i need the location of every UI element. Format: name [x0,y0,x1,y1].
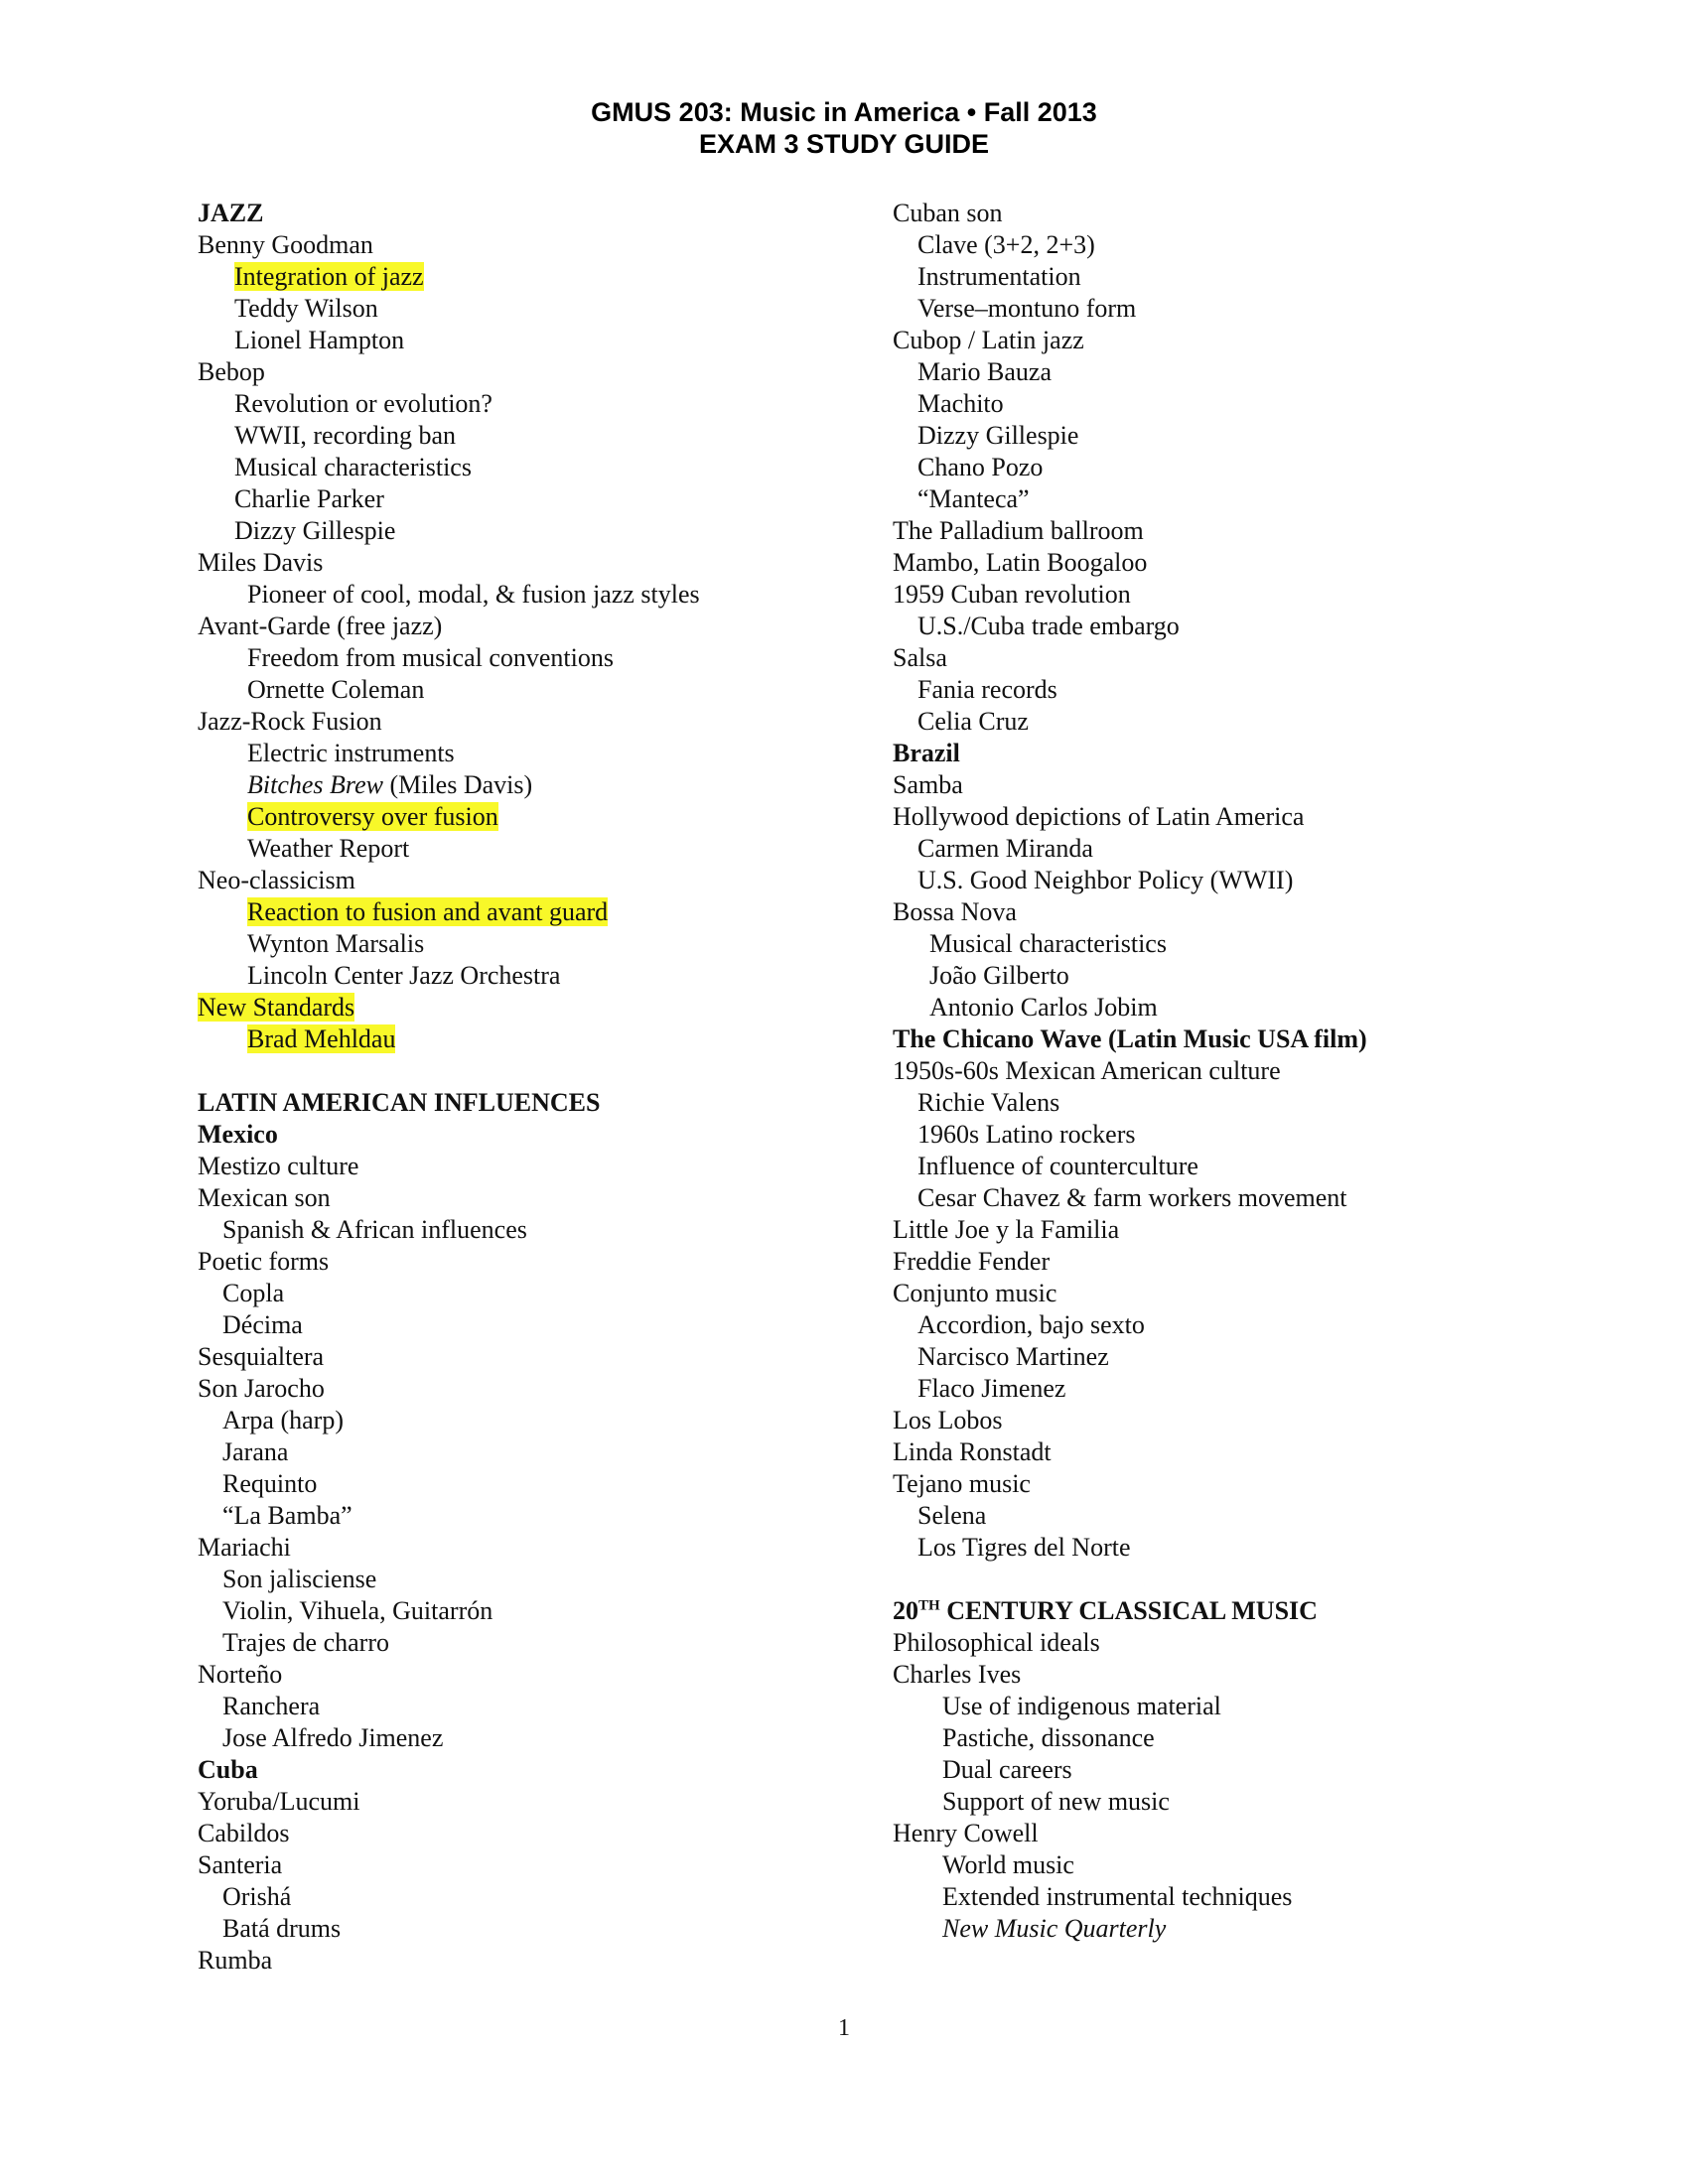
topic-item: Sesquialtera [198,1342,325,1371]
subtopic-item: Jose Alfredo Jimenez [222,1723,444,1752]
subtopic-item: New Music Quarterly [942,1914,1167,1943]
subtopic-item: Freedom from musical conventions [247,643,614,672]
subsection-heading-cuba: Cuba [198,1755,258,1784]
topic-item: Cuban son [893,199,1003,227]
topic-item: The Palladium ballroom [893,516,1144,545]
subtopic-item: “La Bamba” [222,1501,352,1530]
topic-item: Bebop [198,357,265,386]
subtopic-item: Lionel Hampton [234,326,405,354]
subtopic-item: Requinto [222,1469,318,1498]
topic-item: Mariachi [198,1533,291,1562]
subtopic-item: Machito [917,389,1004,418]
subtopic-item [198,801,833,833]
topic-item: Little Joe y la Familia [893,1215,1120,1244]
subtopic-item: Dual careers [942,1755,1072,1784]
subtopic-item: Antonio Carlos Jobim [929,993,1158,1022]
subsection-heading-chicano: The Chicano Wave (Latin Music USA film) [893,1024,1367,1053]
section-heading-latin: LATIN AMERICAN INFLUENCES [198,1088,601,1117]
topic-item: Yoruba/Lucumi [198,1787,360,1816]
subtopic-item: Chano Pozo [917,453,1044,481]
subtopic-item: Wynton Marsalis [247,929,425,958]
subtopic-item: U.S./Cuba trade embargo [917,612,1180,640]
subtopic-item: Los Tigres del Norte [917,1533,1131,1562]
document-subtitle: EXAM 3 STUDY GUIDE [698,129,990,159]
subtopic-item: Ornette Coleman [247,675,425,704]
subtopic-item: Son jalisciense [222,1565,377,1593]
subtopic-item: Extended instrumental techniques [942,1882,1293,1911]
subtopic-item: Musical characteristics [234,453,472,481]
topic-item: 1959 Cuban revolution [893,580,1131,609]
subtopic-item: Clave (3+2, 2+3) [917,230,1095,259]
right-column [893,198,1548,1945]
topic-item: Charles Ives [893,1660,1022,1689]
highlighted-text: Reaction to fusion and avant guard [247,897,609,926]
subtopic-item: João Gilberto [929,961,1069,990]
subtopic-item: Mario Bauza [917,357,1053,386]
subtopic-item: Spanish & African influences [222,1215,527,1244]
subtopic-item: WWII, recording ban [234,421,457,450]
subtopic-item: Selena [917,1501,987,1530]
topic-item: Mambo, Latin Boogaloo [893,548,1148,577]
subtopic-item [198,769,833,801]
topic-item: Neo-classicism [198,866,355,894]
topic-item: Henry Cowell [893,1819,1039,1847]
subtopic-item: Electric instruments [247,739,455,767]
topic-item: Tejano music [893,1469,1031,1498]
subtopic-item: “Manteca” [917,484,1030,513]
spacer [198,1055,833,1087]
topic-item: Santeria [198,1850,283,1879]
subtopic-item: Celia Cruz [917,707,1029,736]
subtopic-item: Dizzy Gillespie [234,516,396,545]
subtopic-item: Décima [222,1310,303,1339]
subtopic-item: Batá drums [222,1914,342,1943]
century-superscript: TH [918,1597,940,1614]
subtopic-item: Pioneer of cool, modal, & fusion jazz styles [247,580,700,609]
topic-item: Salsa [893,643,947,672]
document-title: GMUS 203: Music in America • Fall 2013 [591,97,1097,127]
subtopic-item: Narcisco Martinez [917,1342,1109,1371]
subtopic-item: Teddy Wilson [234,294,378,323]
century-number: 20 [893,1596,918,1625]
subtopic-item: Carmen Miranda [917,834,1093,863]
highlighted-text: New Standards [198,993,355,1022]
topic-item: Hollywood depictions of Latin America [893,802,1305,831]
topic-item: Freddie Fender [893,1247,1051,1276]
subtopic-item: Richie Valens [917,1088,1060,1117]
section-heading-jazz: JAZZ [198,199,264,227]
subsection-heading-mexico: Mexico [198,1120,278,1149]
subtopic-item: Influence of counterculture [917,1152,1198,1180]
page-number: 1 [838,2015,850,2041]
highlighted-text: Integration of jazz [234,262,424,291]
subtopic-item: Copla [222,1279,285,1307]
topic-item: Rumba [198,1946,273,1975]
century-heading-text: CENTURY CLASSICAL MUSIC [939,1596,1318,1625]
subtopic-item [198,1024,833,1055]
topic-item: Mexican son [198,1183,331,1212]
topic-item: Bossa Nova [893,897,1017,926]
subtopic-item: Support of new music [942,1787,1170,1816]
subtopic-item: Lincoln Center Jazz Orchestra [247,961,561,990]
subsection-heading-brazil: Brazil [893,739,960,767]
subtopic-item: Revolution or evolution? [234,389,492,418]
subtopic-item: Fania records [917,675,1057,704]
topic-item: Miles Davis [198,548,324,577]
subtopic-item: Accordion, bajo sexto [917,1310,1145,1339]
topic-item: Conjunto music [893,1279,1057,1307]
topic-item: Avant-Garde (free jazz) [198,612,443,640]
subtopic-item: World music [942,1850,1074,1879]
topic-item [198,992,833,1024]
topic-item: Norteño [198,1660,283,1689]
topic-item: Mestizo culture [198,1152,359,1180]
subtopic-item: Charlie Parker [234,484,384,513]
highlighted-text: Controversy over fusion [247,802,498,831]
subtopic-item [198,896,833,928]
topic-item: Los Lobos [893,1406,1003,1434]
subtopic-item: Violin, Vihuela, Guitarrón [222,1596,493,1625]
subtopic-item: Instrumentation [917,262,1081,291]
highlighted-text: Brad Mehldau [247,1024,396,1053]
topic-item: Son Jarocho [198,1374,325,1403]
subtopic-item: Cesar Chavez & farm workers movement [917,1183,1347,1212]
subtopic-item: Musical characteristics [929,929,1167,958]
topic-item: Benny Goodman [198,230,373,259]
spacer [893,1564,1548,1595]
topic-item: 1950s-60s Mexican American culture [893,1056,1281,1085]
topic-item: Samba [893,770,963,799]
subtopic-item: Trajes de charro [222,1628,389,1657]
subtopic-item: Flaco Jimenez [917,1374,1066,1403]
subtopic-item: Verse–montuno form [917,294,1137,323]
subtopic-item: Arpa (harp) [222,1406,344,1434]
subtopic-item: Use of indigenous material [942,1692,1221,1720]
album-title: Bitches Brew [247,770,383,799]
subtopic-item: Pastiche, dissonance [942,1723,1155,1752]
subtopic-item: U.S. Good Neighbor Policy (WWII) [917,866,1294,894]
topic-item: Linda Ronstadt [893,1437,1052,1466]
topic-item: Philosophical ideals [893,1628,1100,1657]
subtopic-item: 1960s Latino rockers [917,1120,1136,1149]
subtopic-item: Dizzy Gillespie [917,421,1079,450]
topic-item: Cabildos [198,1819,290,1847]
subtopic-item: Orishá [222,1882,292,1911]
album-artist: (Miles Davis) [382,770,533,799]
topic-item: Cubop / Latin jazz [893,326,1084,354]
topic-item: Poetic forms [198,1247,330,1276]
subtopic-item: Weather Report [247,834,410,863]
section-heading-classical [893,1595,1548,1627]
left-column [198,198,833,1977]
subtopic-item: Ranchera [222,1692,321,1720]
topic-item: Jazz-Rock Fusion [198,707,382,736]
subtopic-item: Jarana [222,1437,289,1466]
subtopic-item [198,261,833,293]
